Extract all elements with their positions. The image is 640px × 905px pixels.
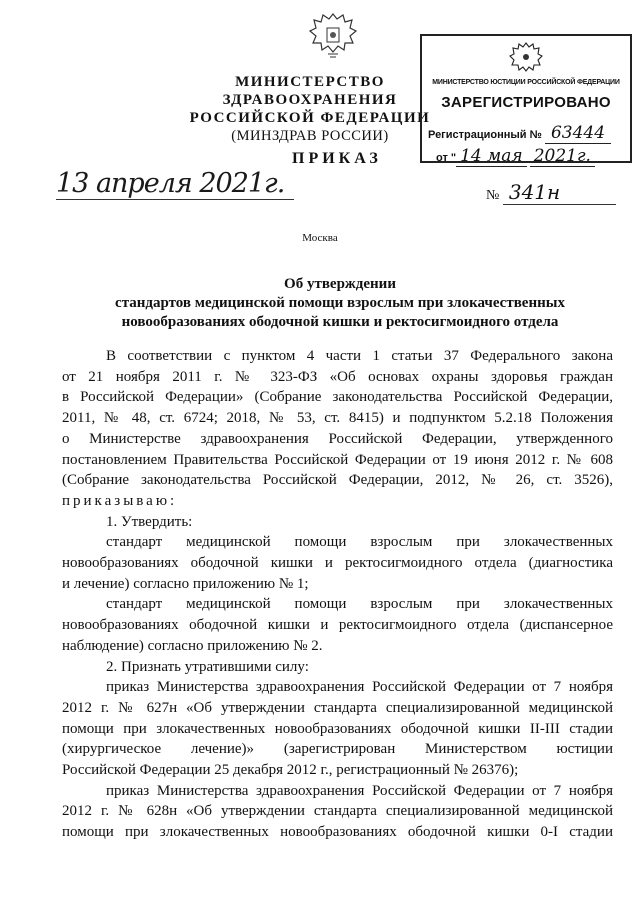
ministry-name-line1: МИНИСТЕРСТВО ЗДРАВООХРАНЕНИЯ xyxy=(222,74,398,108)
order-number-label: № xyxy=(486,188,500,203)
paragraph-line: 2012 г. № 627н «Об утверждении стандарта специализированной медицинской xyxy=(62,699,613,716)
paragraph-line: 2012 г. № 628н «Об утверждении стандарта специализированной медицинской xyxy=(62,803,613,820)
paragraph-line: помощи при злокачественных новообразованиях ободочной кишки 0-I стадии xyxy=(62,824,613,841)
title-line1: Об утверждении xyxy=(284,276,396,292)
paragraph-line: 2011, № 48, ст. 6724; 2018, № 53, ст. 8415) и подпунктом 5.2.18 Положения xyxy=(62,410,613,427)
paragraph-line: В соответствии с пунктом 4 части 1 статьи 37 Федерального закона xyxy=(106,348,613,364)
document-body xyxy=(62,346,613,843)
paragraph-line: приказ Министерства здравоохранения Российской Федерации от 7 ноября xyxy=(106,782,613,799)
stamp-reg-label: Регистрационный № xyxy=(428,129,542,141)
paragraph-line: постановлением Правительства Российской Федерации от 19 июня 2012 г. № 608 xyxy=(62,451,613,468)
paragraph-line: от 21 ноября 2011 г. № 323-ФЗ «Об основах охраны здоровья граждан xyxy=(62,368,613,385)
paragraph-line: в Российской Федерации» (Собрание законодательства Российской Федерации, xyxy=(62,389,613,406)
paragraph-line: наблюдение) согласно приложению № 2. xyxy=(62,637,323,654)
registration-stamp xyxy=(420,34,632,166)
title-line2: стандартов медицинской помощи взрослым при злокачественных xyxy=(115,295,565,311)
stamp-registration-number xyxy=(428,123,611,143)
order-date-handwritten: 13 апреля 2021г. xyxy=(56,168,294,200)
paragraph-line: (хирургическое лечение)» (зарегистрирован Министерством юстиции xyxy=(62,741,613,758)
paragraph-line: приказываю: xyxy=(62,492,178,509)
coat-of-arms-emblem xyxy=(306,8,360,62)
title-line3: новообразованиях ободочной кишки и ректосигмоидного отдела xyxy=(121,314,559,330)
stamp-date-value: 14 мая xyxy=(456,146,527,167)
city: Москва xyxy=(302,232,338,244)
stamp-date-prefix: от " xyxy=(436,152,457,164)
order-number-handwritten: 341н xyxy=(503,180,616,205)
paragraph-line: помощи при злокачественных новообразованиях ободочной кишки II-III стадии xyxy=(62,720,613,737)
document-type: ПРИКАЗ xyxy=(292,150,382,167)
stamp-year: 2021г. xyxy=(530,146,595,167)
ministry-header xyxy=(160,73,460,145)
ministry-short-name: (МИНЗДРАВ РОССИИ) xyxy=(231,128,389,144)
stamp-organization: МИНИСТЕРСТВО ЮСТИЦИИ РОССИЙСКОЙ ФЕДЕРАЦИИ xyxy=(432,79,620,86)
stamp-date xyxy=(436,146,595,166)
order-number xyxy=(486,180,616,204)
paragraph-line: о Министерстве здравоохранения Российской Федерации, утвержденного xyxy=(62,430,613,447)
paragraph-line: Российской Федерации 25 декабря 2012 г., регистрационный № 26376); xyxy=(62,762,519,779)
stamp-reg-number: 63444 xyxy=(545,123,611,144)
list-item: 1. Утвердить: xyxy=(106,513,193,530)
document-title xyxy=(60,275,620,332)
paragraph-line: (Собрание законодательства Российской Федерации, 2012, № 26, ст. 3526), xyxy=(62,472,613,489)
paragraph-line: новообразованиях ободочной кишки и ректосигмоидного отдела (диспансерное xyxy=(62,617,613,634)
paragraph-line: новообразованиях ободочной кишки и ректосигмоидного отдела (диагностика xyxy=(62,555,613,572)
stamp-emblem-icon xyxy=(506,40,546,76)
paragraph-line: приказ Министерства здравоохранения Российской Федерации от 7 ноября xyxy=(106,679,613,696)
paragraph-line: стандарт медицинской помощи взрослым при злокачественных xyxy=(106,596,613,613)
list-item: 2. Признать утратившими силу: xyxy=(106,658,309,675)
paragraph-line: и лечение) согласно приложению № 1; xyxy=(62,575,309,592)
ministry-name-line2: РОССИЙСКОЙ ФЕДЕРАЦИИ xyxy=(189,110,431,126)
paragraph-line: стандарт медицинской помощи взрослым при злокачественных xyxy=(106,534,613,551)
stamp-registered-label: ЗАРЕГИСТРИРОВАНО xyxy=(441,94,611,111)
